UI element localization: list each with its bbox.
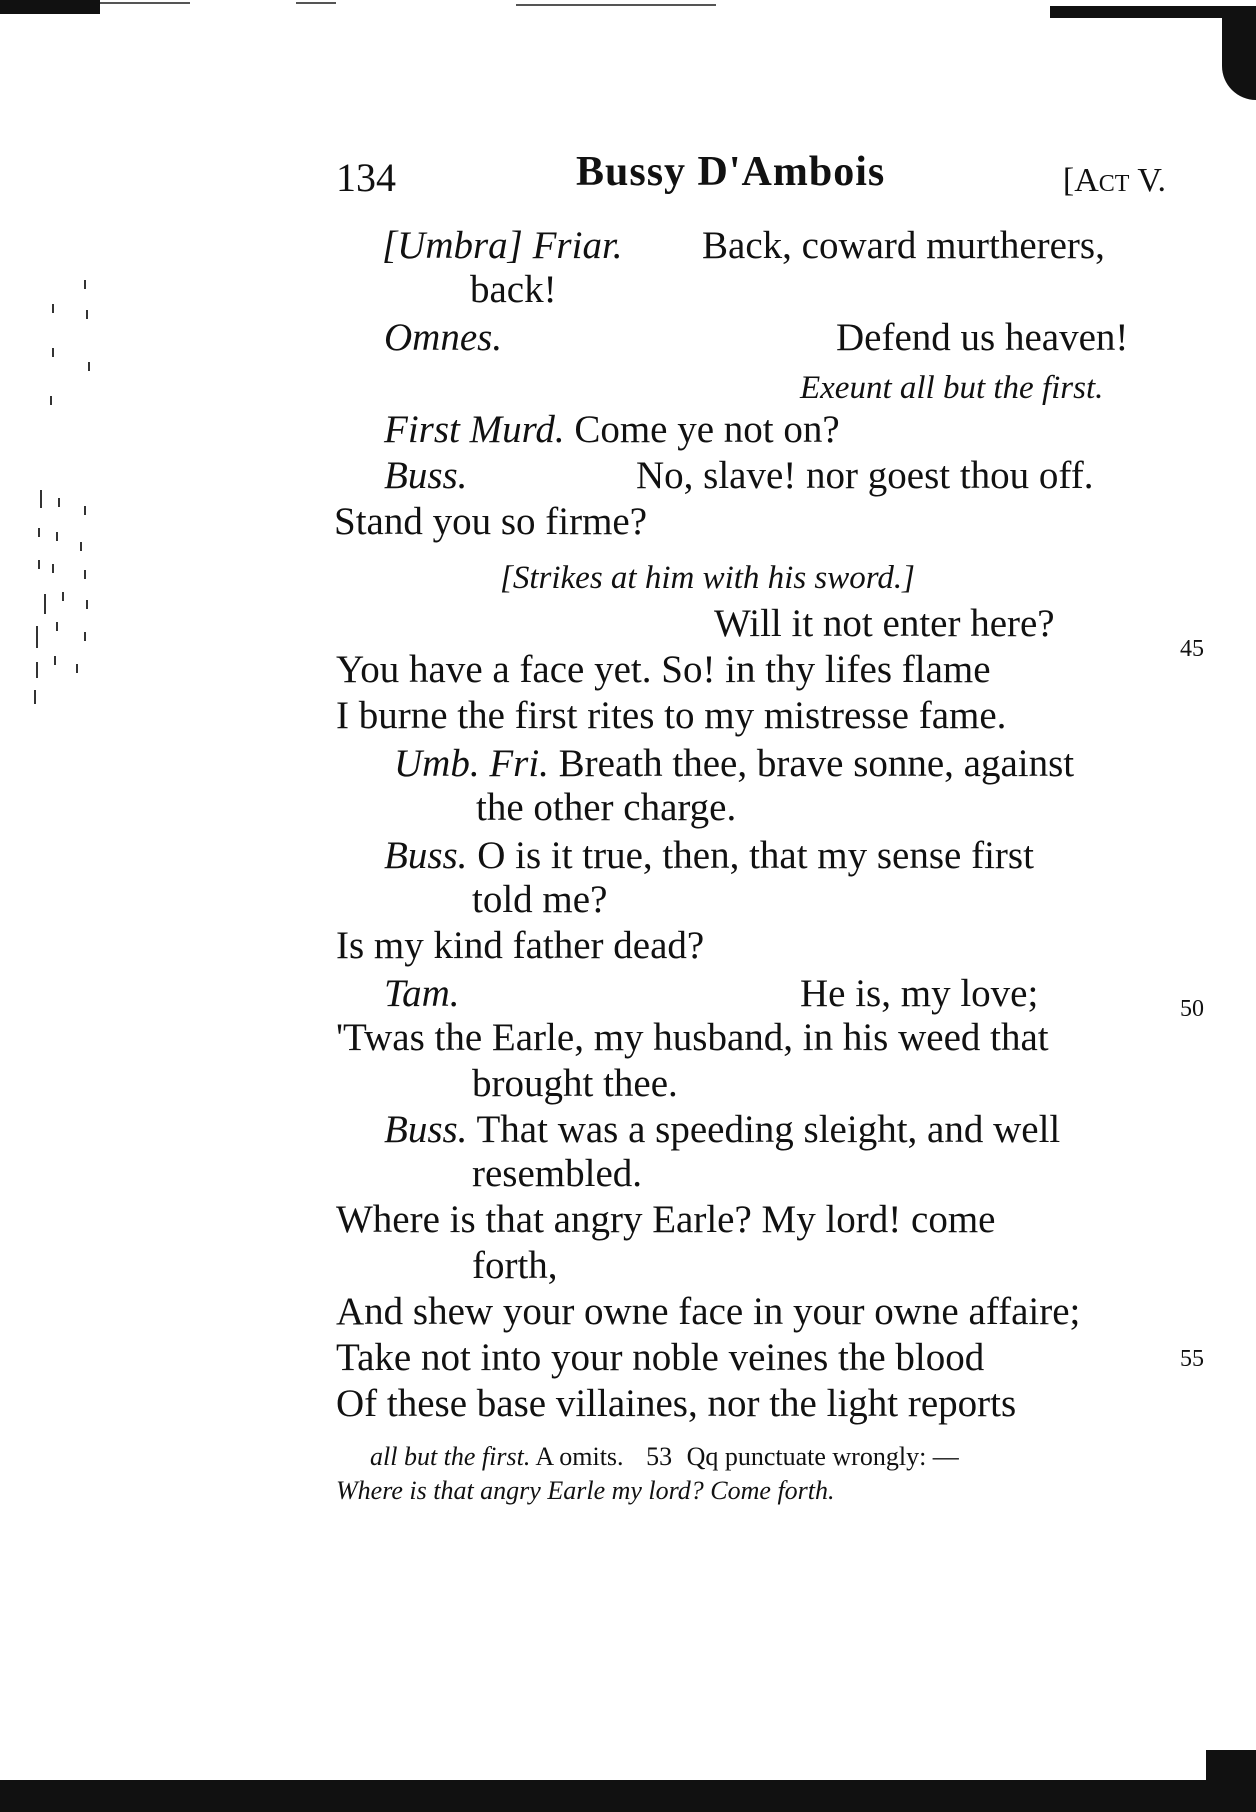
speaker-name: Buss.	[384, 1108, 468, 1151]
speaker-name: Buss.	[384, 834, 468, 877]
footnote-line: Where is that angry Earle my lord? Come forth.	[336, 1476, 835, 1505]
speaker-name: Omnes.	[384, 316, 503, 359]
scan-edge-right-curl	[1222, 10, 1256, 100]
text-line: He is, my love;	[800, 972, 1039, 1015]
text-line: told me?	[472, 878, 608, 921]
text-line: Back, coward murtherers,	[702, 224, 1105, 267]
text-line: Of these base villaines, nor the light reports	[336, 1382, 1017, 1425]
text-line: You have a face yet. So! in thy lifes flame	[336, 648, 991, 691]
speaker-name: First Murd.	[384, 408, 565, 451]
line-number: 50	[1180, 996, 1204, 1022]
text-line: back!	[470, 268, 557, 311]
text-line: Buss. That was a speeding sleight, and well	[384, 1108, 1061, 1151]
stage-direction: Exeunt all but the first.	[800, 370, 1104, 406]
text-line: resembled.	[472, 1152, 643, 1195]
page-number: 134	[336, 155, 396, 200]
text-line	[384, 456, 467, 495]
text-line: 'Twas the Earle, my husband, in his weed that	[336, 1016, 1049, 1059]
text-line: And shew your owne face in your owne affaire;	[336, 1290, 1081, 1333]
scan-edge-bottom	[0, 1780, 1256, 1812]
speaker-name: Umb. Fri.	[394, 742, 549, 785]
line-number: 55	[1180, 1346, 1204, 1372]
text-line: Stand you so firme?	[334, 500, 648, 543]
line-number: 45	[1180, 636, 1204, 662]
text-line: I burne the first rites to my mistresse fame.	[336, 694, 1007, 737]
speaker-name: Buss.	[384, 454, 468, 497]
act-label: [Act V.	[1062, 162, 1166, 199]
footnote-line-number: 53	[646, 1442, 673, 1471]
text-line: Take not into your noble veines the blood	[336, 1336, 985, 1379]
text-line: brought thee.	[472, 1062, 678, 1105]
text-line: forth,	[472, 1244, 558, 1287]
stage-direction: [Strikes at him with his sword.]	[500, 560, 915, 596]
margin-bleed-marks	[28, 270, 108, 710]
scan-edge-top-left	[0, 0, 100, 14]
scan-edge-top-rule-2	[296, 2, 336, 4]
text-line: Umb. Fri. Breath thee, brave sonne, against	[394, 742, 1075, 785]
text-line	[382, 226, 623, 265]
running-title: Bussy D'Ambois	[576, 149, 886, 195]
running-header	[336, 148, 1166, 208]
text-line: Defend us heaven!	[836, 316, 1129, 359]
footnote-lemma: all but the first.	[370, 1442, 531, 1471]
scan-edge-top-rule-1	[100, 2, 190, 4]
speaker-name: [Umbra] Friar.	[382, 224, 623, 267]
text-line: Where is that angry Earle? My lord! come	[336, 1198, 996, 1241]
text-line: Is my kind father dead?	[336, 924, 705, 967]
text-line: Buss. O is it true, then, that my sense first	[384, 834, 1034, 877]
text-line	[384, 974, 460, 1013]
speaker-name: Tam.	[384, 972, 460, 1015]
footnote-line: all but the first. A omits. 53 Qq punctuate wrongly: —	[370, 1442, 959, 1471]
text-line: First Murd. Come ye not on?	[384, 408, 840, 451]
text-line	[384, 318, 502, 357]
scan-edge-top-rule-3	[516, 4, 716, 6]
text-line: No, slave! nor goest thou off.	[636, 454, 1094, 497]
scan-edge-bottom-right	[1206, 1750, 1256, 1790]
text-line: the other charge.	[476, 786, 737, 829]
text-line: Will it not enter here?	[714, 602, 1055, 645]
